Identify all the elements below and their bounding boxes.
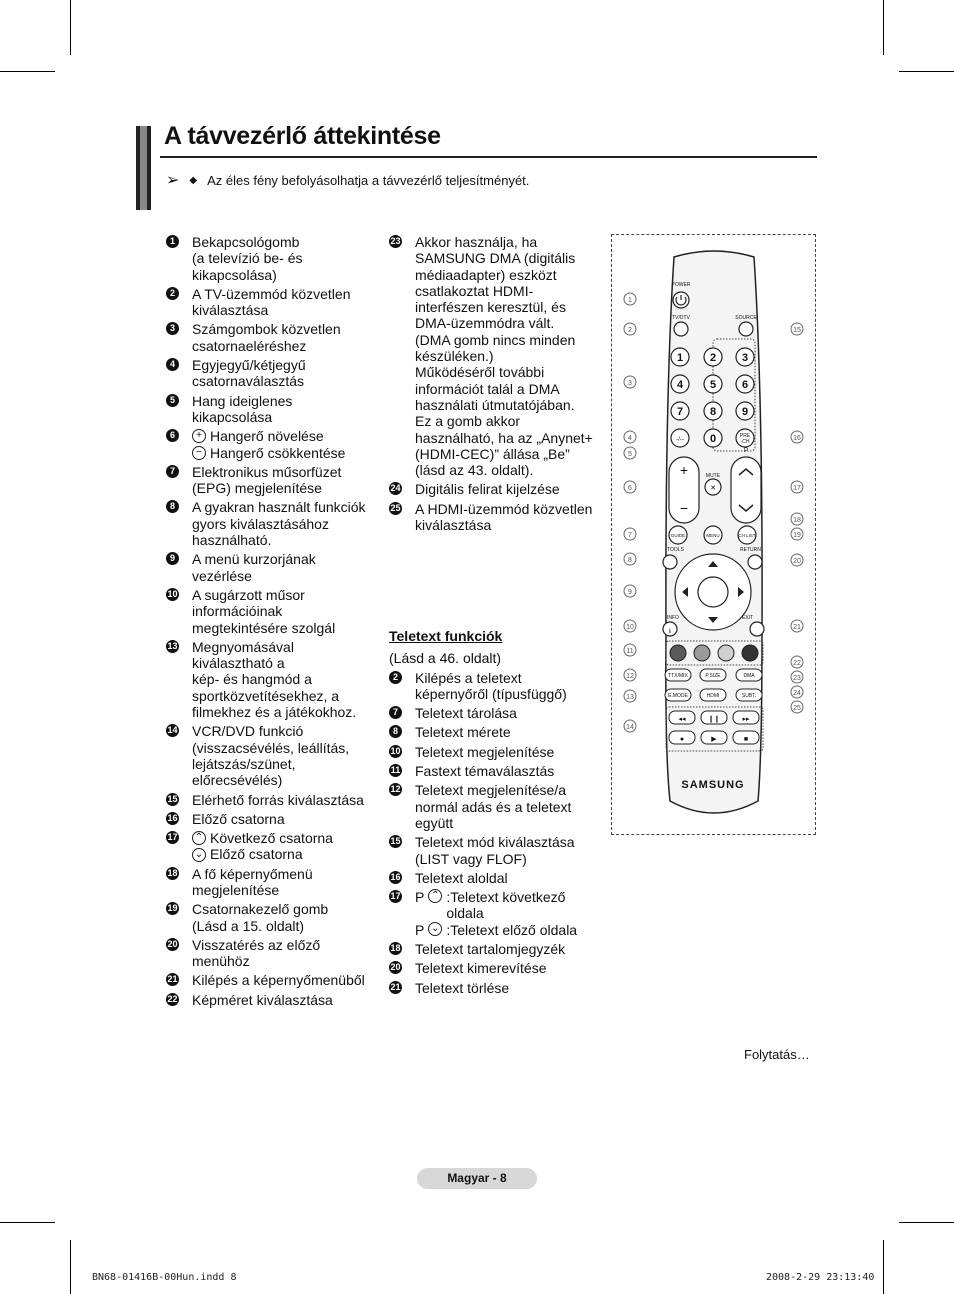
digit-1-button-label: 1	[676, 352, 684, 364]
item-text: Kilépés a képernyőmenüből	[192, 972, 365, 989]
color-button	[670, 645, 686, 661]
teletext-title: Teletext funkciók	[389, 628, 503, 644]
up-icon: ⌃	[192, 831, 206, 845]
item-number-badge: 8	[166, 500, 179, 513]
callout-15-label: 15	[793, 327, 801, 334]
item-number-badge: 23	[390, 236, 401, 246]
diamond-icon: ◆	[189, 174, 198, 186]
p-label: P	[415, 921, 425, 938]
list-item	[389, 670, 604, 703]
info-button-label: i	[669, 629, 671, 635]
item-number-badge: 20	[390, 962, 401, 973]
item-number-badge: 21	[390, 981, 401, 992]
list-item	[166, 357, 376, 390]
down-icon: −	[192, 446, 206, 460]
list-item	[389, 960, 604, 976]
crop-mark	[70, 0, 71, 55]
digit-5-button-label: 5	[709, 379, 717, 391]
digit-2-button-label: 2	[709, 352, 717, 364]
list-item	[166, 811, 376, 827]
digit-9-button-label: 9	[741, 406, 749, 418]
item-number-badge: 18	[167, 867, 178, 878]
footer-file: BN68-01416B-00Hun.indd 8	[92, 1272, 237, 1283]
item-number-badge: 2	[166, 287, 179, 300]
title-accent-bar	[136, 126, 151, 210]
item-sub-line	[192, 830, 376, 846]
item-text: Bekapcsológomb (a televízió be- és kikapcsolása)	[192, 234, 303, 283]
item-number-badge: 15	[390, 836, 401, 847]
tools-label: TOOLS	[667, 547, 684, 553]
item-number-badge: 1	[166, 235, 179, 248]
callout-10-label: 10	[626, 624, 634, 631]
item-number-badge: 21	[167, 974, 178, 985]
digit-8-button-label: 8	[709, 406, 717, 418]
item-text: Következő csatorna	[210, 830, 333, 847]
forward-icon: ▸▸	[742, 716, 750, 723]
page-number-badge: Magyar - 8	[417, 1168, 537, 1189]
callout-2-label: 2	[628, 327, 632, 334]
callout-19-label: 19	[793, 532, 801, 539]
item-text: Teletext aloldal	[415, 869, 508, 886]
digit-7-button-label: 7	[676, 406, 684, 418]
item-text: Teletext megjelenítése/a normál adás és a teletext együtt	[415, 782, 572, 831]
callout-23-label: 23	[793, 675, 801, 682]
callout-9-label: 9	[628, 589, 632, 596]
item-number-badge: 17	[390, 891, 401, 902]
item-number-badge: 2	[389, 671, 402, 684]
digit-4-button-label: 4	[676, 379, 684, 391]
tvdtv-label: TV/DTV	[672, 315, 690, 321]
item-text: Teletext tartalomjegyzék	[415, 941, 566, 958]
footer-timestamp: 2008-2-29 23:13:40	[766, 1272, 875, 1283]
list-item	[389, 763, 604, 779]
guide-label: GUIDE	[670, 533, 686, 538]
channel-rocker	[731, 457, 761, 523]
list-item	[389, 889, 604, 938]
subt-button-label: SUBT.	[741, 693, 757, 699]
list-item	[166, 393, 376, 426]
item-text: Csatornakezelő gomb (Lásd a 15. oldalt)	[192, 901, 329, 934]
dash-label: -/--	[676, 437, 684, 443]
list-item	[166, 234, 376, 283]
left-column	[166, 234, 376, 1011]
item-text: Kilépés a teletext képernyőről (típusfüggő)	[415, 669, 567, 702]
p-label: P	[415, 889, 425, 906]
callout-1-label: 1	[628, 297, 632, 304]
item-text: Képméret kiválasztása	[192, 991, 333, 1008]
list-item	[389, 744, 604, 760]
note-text: Az éles fény befolyásolhatja a távvezérlő teljesítményét.	[207, 172, 530, 188]
item-number-badge: 9	[166, 552, 179, 565]
teletext-list	[389, 670, 604, 996]
crop-mark	[0, 71, 55, 72]
item-number-badge: 7	[389, 706, 402, 719]
hdmi-button-label: HDMI	[706, 693, 720, 699]
title-rule	[160, 156, 817, 158]
list-item	[389, 481, 601, 497]
item-number-badge: 3	[166, 322, 179, 335]
item-text: A TV-üzemmód közvetlen kiválasztása	[192, 285, 351, 319]
item-text: Teletext tárolása	[415, 705, 517, 722]
item-text: Előző csatorna	[210, 846, 303, 863]
item-text: Számgombok közvetlen csatornaeléréshez	[192, 321, 341, 354]
source-button	[739, 322, 753, 336]
play-icon: ▶	[711, 736, 717, 743]
item-number-badge: 13	[167, 640, 178, 651]
mute-icon: ✕	[710, 485, 716, 492]
item-number-badge: 10	[167, 588, 178, 599]
teletext-subtitle: (Lásd a 46. oldalt)	[389, 650, 502, 667]
p-label: P	[743, 448, 749, 454]
list-item	[166, 639, 376, 720]
list-item	[166, 286, 376, 319]
callout-13-label: 13	[626, 694, 634, 701]
remote-control-illustration	[612, 235, 815, 834]
digit-0-button-label: 0	[709, 433, 717, 445]
list-item	[166, 792, 376, 808]
callout-25-label: 25	[793, 705, 801, 712]
list-item	[166, 830, 376, 863]
item-number-badge: 7	[166, 465, 179, 478]
callout-12-label: 12	[626, 673, 634, 680]
crop-mark	[70, 1240, 71, 1294]
color-button	[718, 645, 734, 661]
teletext-section	[389, 628, 604, 999]
source-label: SOURCE	[735, 315, 757, 321]
menu-label: MENU	[706, 533, 720, 538]
note	[166, 170, 529, 190]
callout-8-label: 8	[628, 557, 632, 564]
callout-17-label: 17	[793, 485, 801, 492]
chlist-label: CH LIST	[738, 533, 756, 538]
list-item	[166, 723, 376, 788]
item-text: Teletext törlése	[415, 979, 510, 996]
item-text: A sugárzott műsor információinak megtekintésére szolgál	[192, 586, 336, 636]
item-text: Egyjegyű/kétjegyű csatornaválasztás	[192, 357, 306, 390]
item-text: Hangerő növelése	[210, 428, 324, 445]
item-number-badge: 20	[167, 938, 178, 949]
prech-label: -CH	[740, 439, 750, 445]
info-label: INFO	[667, 615, 679, 621]
item-number-badge: 25	[390, 502, 401, 513]
item-text: Digitális felirat kijelzése	[415, 481, 560, 498]
color-button	[742, 645, 758, 661]
item-text: Fastext témaválasztás	[415, 763, 555, 780]
list-item	[166, 499, 376, 548]
up-icon: ⌃	[428, 889, 442, 903]
ttx-button-label: TTX/MIX	[668, 673, 688, 679]
item-text: A HDMI-üzemmód közvetlen kiválasztása	[415, 500, 593, 534]
item-sub-line	[192, 846, 376, 862]
callout-4-label: 4	[628, 435, 632, 442]
item-text: Teletext mód kiválasztása (LIST vagy FLOF)	[415, 834, 575, 867]
list-item	[166, 428, 376, 461]
list-item	[389, 941, 604, 957]
dma-button-label: DMA	[743, 673, 755, 679]
item-text: Visszatérés az előző menühöz	[192, 936, 321, 970]
list-item	[166, 972, 376, 988]
list-item	[166, 937, 376, 970]
callout-11-label: 11	[626, 648, 634, 655]
item-text: A fő képernyőmenü megjelenítése	[192, 865, 313, 898]
crop-mark	[0, 1222, 55, 1223]
emode-button-label: E.MODE	[668, 693, 688, 699]
item-text: Hangerő csökkentése	[210, 444, 346, 461]
down-icon: ⌄	[428, 922, 442, 936]
list-item	[389, 234, 601, 478]
callout-21-label: 21	[793, 624, 801, 631]
volume-up-icon: +	[679, 462, 689, 478]
list-item	[389, 501, 601, 534]
item-sub-line	[192, 445, 376, 461]
item-number-badge: 5	[166, 394, 179, 407]
item-text: Akkor használja, ha SAMSUNG DMA (digitális médiaadapter) eszközt csatlakoztat HDMI- interfészen keresztül, és DMA-üzemmódra vált. (DMA gomb nincs minden készüléken.) Működéséről további információt talál a DMA használati útmutatójában. Ez a gomb akkor használható, ha az „Anynet+ (HDMI-CEC)” állása „Be” (lásd az 43. oldalt).	[415, 234, 593, 479]
callout-14-label: 14	[626, 724, 634, 731]
list-item	[389, 724, 604, 740]
item-text: Elektronikus műsorfüzet (EPG) megjelenítése	[192, 463, 342, 497]
item-text: A gyakran használt funkciók gyors kiválasztásához használható.	[192, 499, 366, 549]
item-text: Teletext kimerevítése	[415, 960, 547, 977]
continue-label: Folytatás…	[744, 1047, 810, 1062]
list-item	[166, 551, 376, 584]
item-text: Teletext megjelenítése	[415, 743, 555, 760]
middle-column	[389, 234, 601, 536]
item-number-badge: 4	[166, 358, 179, 371]
item-number-badge: 24	[390, 483, 401, 494]
item-text: Megnyomásával kiválasztható a kép- és hangmód a sportközvetítésekhez, a filmekhez és a játékokhoz.	[192, 638, 357, 721]
callout-3-label: 3	[628, 380, 632, 387]
return-label: RETURN	[740, 547, 761, 553]
callout-16-label: 16	[793, 435, 801, 442]
stop-icon: ■	[743, 736, 749, 743]
pause-icon: ❙❙	[708, 716, 720, 723]
list-item	[166, 901, 376, 934]
tv-button	[674, 322, 688, 336]
color-button	[694, 645, 710, 661]
list-item	[166, 321, 376, 354]
prech-label: PRE	[739, 433, 751, 439]
crop-mark	[899, 1222, 954, 1223]
exit-button	[750, 622, 764, 636]
callout-24-label: 24	[793, 690, 801, 697]
item-number-badge: 16	[390, 871, 401, 882]
crop-mark	[883, 0, 884, 55]
remote-illustration-frame	[611, 234, 816, 835]
list-item	[389, 782, 604, 831]
item-sub-line	[192, 428, 376, 444]
record-icon: ●	[679, 736, 685, 743]
item-number-badge: 19	[167, 903, 178, 914]
list-item	[389, 834, 604, 867]
item-number-badge: 15	[167, 793, 178, 804]
page-title: A távvezérlő áttekintése	[164, 122, 441, 150]
item-number-badge: 11	[390, 765, 401, 776]
item-number-badge: 22	[167, 993, 178, 1004]
item-text: A menü kurzorjának vezérlése	[192, 551, 316, 584]
item-text: VCR/DVD funkció (visszacsévélés, leállítás, lejátszás/szünet, előrecsévélés)	[192, 723, 350, 789]
tools-button	[663, 555, 677, 569]
mute-label: MUTE	[705, 473, 721, 479]
callout-22-label: 22	[793, 660, 801, 667]
digit-3-button-label: 3	[741, 352, 749, 364]
item-number-badge: 14	[167, 725, 178, 736]
item-number-badge: 6	[166, 429, 179, 442]
power-label: POWER	[671, 282, 691, 288]
item-text: Hang ideiglenes kikapcsolása	[192, 392, 293, 425]
list-item	[166, 866, 376, 899]
item-text: Előző csatorna	[192, 810, 285, 827]
list-item	[166, 992, 376, 1008]
item-text: Teletext mérete	[415, 724, 511, 741]
psize-button-label: P.SIZE	[705, 673, 721, 679]
exit-label: EXIT	[742, 615, 754, 621]
digit-6-button-label: 6	[741, 379, 749, 391]
list-item	[389, 980, 604, 996]
crop-mark	[899, 71, 954, 72]
item-text: :Teletext előző oldala	[446, 921, 578, 938]
return-button	[748, 555, 762, 569]
callout-5-label: 5	[628, 451, 632, 458]
volume-down-icon: −	[679, 500, 689, 516]
up-icon: +	[192, 429, 206, 443]
item-sub-line	[415, 889, 604, 922]
list-item	[166, 464, 376, 497]
item-number-badge: 16	[167, 812, 178, 823]
callout-20-label: 20	[793, 558, 801, 565]
callout-7-label: 7	[628, 532, 632, 539]
item-number-badge: 18	[390, 943, 401, 954]
item-number-badge: 10	[390, 745, 401, 756]
enter-button	[698, 577, 728, 607]
samsung-logo: SAMSUNG	[681, 779, 745, 791]
item-text: :Teletext következő oldala	[446, 889, 566, 922]
list-item	[389, 705, 604, 721]
item-number-badge: 12	[390, 784, 401, 795]
item-number-badge: 8	[389, 725, 402, 738]
list-item	[389, 870, 604, 886]
down-icon: ⌄	[192, 848, 206, 862]
item-number-badge: 17	[167, 832, 178, 843]
arrow-icon: ➢	[166, 172, 180, 189]
rewind-icon: ◂◂	[678, 716, 686, 723]
callout-6-label: 6	[628, 485, 632, 492]
crop-mark	[883, 1240, 884, 1294]
item-text: Elérhető forrás kiválasztása	[192, 791, 364, 808]
item-sub-line	[415, 922, 604, 938]
list-item	[166, 587, 376, 636]
callout-18-label: 18	[793, 517, 801, 524]
